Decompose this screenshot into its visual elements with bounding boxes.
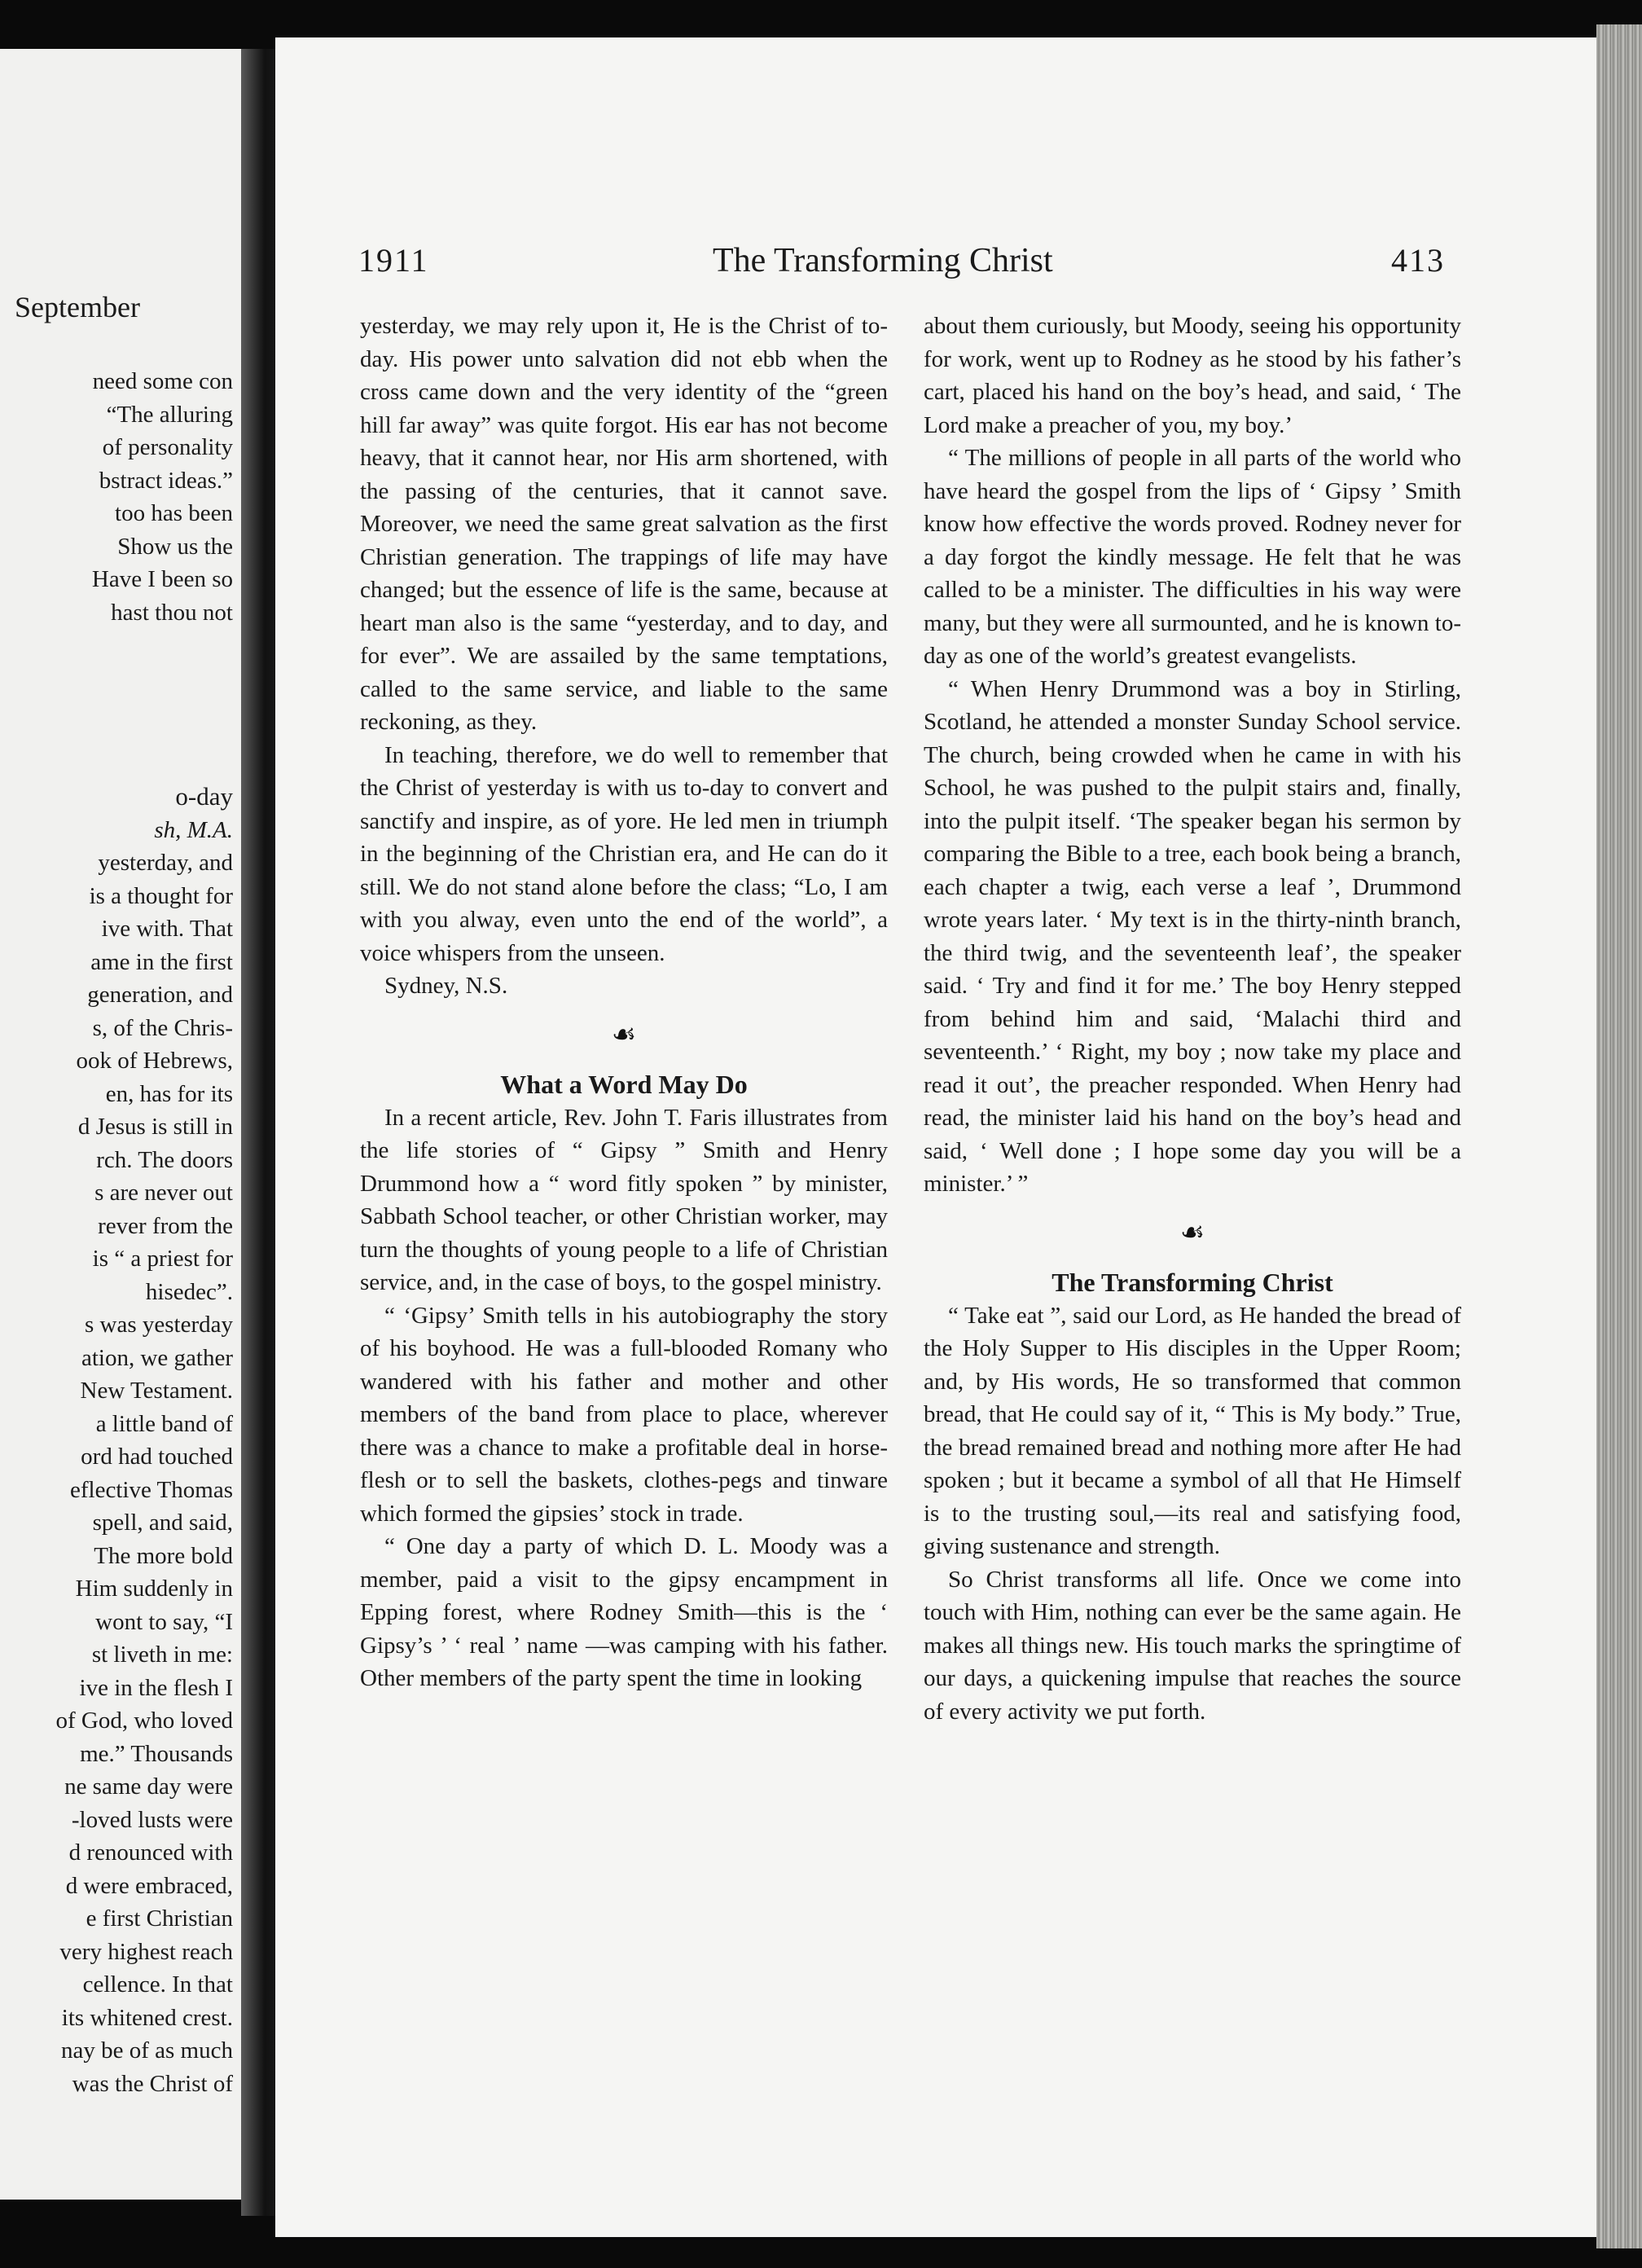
text-line: yesterday, and (98, 850, 233, 876)
left-column (360, 310, 888, 1695)
paragraph: “ One day a party of which D. L. Moody was a member, paid a visit to the gipsy encampment in Epping forest, where Rodney Smith—this is the ‘ Gipsy’s ’ ‘ real ’ name —was camping with his father. Other members of the party spent the time in looking (360, 1533, 888, 1691)
paragraph: “ The millions of people in all parts of the world who have heard the gospel from the lips of ‘ Gipsy ’ Smith know how effective the words proved. Rodney never for a day forgot the kindly message. He felt that he was called to be a minister. The difficulties in his way were many, but they were all surmounted, and he is known to-day as one of the world’s greatest evangelists. (924, 445, 1461, 669)
text-line: its whitened crest. (61, 2004, 233, 2031)
text-line: me.” Thousands (80, 1740, 233, 1767)
signature-location: Sydney, N.S. (384, 973, 508, 999)
blank-space (56, 705, 233, 780)
text-line: was the Christ of (72, 2070, 233, 2097)
text-line: very highest reach (59, 1938, 233, 1965)
text-line: d Jesus is still in (77, 1114, 233, 1140)
book-gutter (241, 49, 280, 2216)
paragraph: So Christ transforms all life. Once we come into touch with Him, nothing can ever be the same again. He makes all things new. His touch marks the springtime of our days, a quickening impulse that reaches the source of every activity we put forth. (924, 1566, 1461, 1725)
text-line: -loved lusts were (71, 1806, 233, 1833)
paragraph: In teaching, therefore, we do well to remember that the Christ of yesterday is with us to-day to convert and sanctify and inspire, as of yore. He led men in triumph in the beginning of the Christian era, and He can do it still. We do not stand alone before the class; “Lo, I am with you alway, even unto the end of the world”, a voice whispers from the unseen. (360, 741, 888, 966)
page-edges (1596, 24, 1642, 2248)
text-line: need some con (92, 368, 233, 394)
text-line: too has been (115, 500, 233, 526)
paragraph: “ When Henry Drummond was a boy in Stirling, Scotland, he attended a monster Sunday School service. The church, being crowded when he came in with his School, he was pushed to the pulpit stairs and, finally, into the pulpit itself. ‘The speaker began his sermon by comparing the Bible to a tree, each book being a branch, each chapter a twig, each verse a leaf ’, Drummond wrote years later. ‘ My text is in the thirty-ninth branch, the third twig, and the seventeenth leaf’, the speaker said. ‘ Try and find it for me.’ The boy Henry stepped from behind him and said, ‘Malachi third and seventeenth.’ ‘ Right, my boy ; now take my place and read it out’, the preacher responded. When Henry had read, the minister laid his hand on the boy’s head and said, ‘ Well done ; I hope some day you will be a minister.’ ” (924, 675, 1461, 1197)
paragraph: “ ‘Gipsy’ Smith tells in his autobiography the story of his boyhood. He was a full-blooded Romany who wandered with his father and mother and other members of the band from place to place, wherever there was a chance to make a profitable deal in horse-flesh or to sell the baskets, clothes-pegs and tinware which formed the gipsies’ stock in trade. (360, 1302, 888, 1527)
text-line: ook of Hebrews, (76, 1048, 233, 1074)
fleuron-ornament-icon: ☙ (611, 1019, 637, 1050)
text-line: Have I been so (91, 566, 233, 592)
running-head-year: 1911 (358, 242, 429, 279)
text-line: s was yesterday (84, 1312, 233, 1338)
text-line: generation, and (87, 982, 233, 1008)
previous-page (0, 49, 257, 2200)
text-line: hast thou not (111, 599, 233, 626)
text-line: d were embraced, (65, 1872, 233, 1899)
text-line: wont to say, “I (95, 1608, 233, 1635)
paragraph: “ Take eat ”, said our Lord, as He handed the bread of the Holy Supper to His disciples in the Upper Room; and, by His words, He so transformed that common bread, that He could say of it, “ This is My body.” True, the bread remained bread and nothing more after He had spoken ; but it became a symbol of all that He Himself is to the trusting soul,—its real and satisfying food, giving sustenance and strength. (924, 1302, 1461, 1559)
text-line: ame in the first (90, 948, 233, 975)
text-line: s, of the Chris- (92, 1014, 233, 1041)
blank-space (56, 629, 233, 705)
text-line: The more bold (94, 1542, 233, 1569)
text-line: nay be of as much (61, 2037, 233, 2064)
text-line: New Testament. (80, 1378, 233, 1404)
paragraph: In a recent article, Rev. John T. Faris illustrates from the life stories of “ Gipsy ” Smith and Henry Drummond how a “ word fitly spoken ” by minister, Sabbath School teacher, or other Christian worker, may turn the thoughts of young people to a life of Christian service, and, in the case of boys, to the gospel ministry. (360, 1104, 888, 1295)
text-line: st liveth in me: (91, 1642, 233, 1668)
text-line: hisedec”. (145, 1278, 233, 1305)
text-line: “The alluring (106, 401, 233, 428)
paragraph: about them curiously, but Moody, seeing his opportunity for work, went up to Rodney as he stood by his father’s cart, placed his hand on the boy’s head, and said, ‘ The Lord make a preacher of you, my boy.’ (924, 313, 1461, 438)
text-line: Show us the (117, 533, 233, 560)
text-line: is a thought for (89, 882, 233, 909)
previous-page-running-head: September (15, 291, 140, 323)
text-line: is “ a priest for (92, 1246, 233, 1272)
text-line: d renounced with (68, 1839, 233, 1866)
text-line: Him suddenly in (75, 1576, 233, 1602)
text-line: rever from the (98, 1212, 233, 1239)
fleuron-ornament-icon: ☙ (1179, 1217, 1205, 1248)
running-head-title: The Transforming Christ (713, 242, 1053, 279)
text-line: ne same day were (64, 1774, 233, 1800)
right-column (924, 310, 1461, 1728)
previous-page-text (56, 365, 233, 2100)
article-heading: The Transforming Christ (1051, 1268, 1333, 1297)
text-line: ive with. That (101, 916, 233, 942)
page-number: 413 (1391, 242, 1445, 279)
article-heading: What a Word May Do (500, 1070, 748, 1099)
text-line: eflective Thomas (70, 1476, 233, 1503)
text-line: s are never out (94, 1180, 233, 1206)
text-line: ation, we gather (81, 1344, 233, 1371)
text-line: ord had touched (81, 1444, 233, 1470)
text-line: spell, and said, (92, 1510, 233, 1536)
paragraph: yesterday, we may rely upon it, He is the Christ of to-day. His power unto salvation did not ebb when the cross came down and the very identity of the “green hill far away” was quite forgot. His ear has not become heavy, that it cannot hear, nor His arm shortened, with the passing of the centuries, that it cannot save. Moreover, we need the same great salvation as the first Christian generation. The trappings of life may have changed; but the essence of life is the same, because at heart man also is the same “yesterday, and to day, and for ever”. We are assailed by the same temptations, called to the same service, and liable to the same reckoning, as they. (360, 313, 888, 735)
author-fragment: sh, M.A. (154, 816, 233, 843)
text-line: of God, who loved (55, 1708, 233, 1734)
text-line: rch. The doors (96, 1146, 233, 1173)
section-heading-fragment: o-day (175, 782, 233, 811)
text-line: a little band of (95, 1410, 233, 1437)
text-line: en, has for its (105, 1080, 233, 1107)
text-line: cellence. In that (82, 1971, 233, 1998)
text-line: ive in the flesh I (79, 1674, 233, 1701)
text-line: bstract ideas.” (99, 467, 233, 494)
text-line: of personality (102, 434, 233, 460)
text-line: e first Christian (86, 1905, 233, 1932)
